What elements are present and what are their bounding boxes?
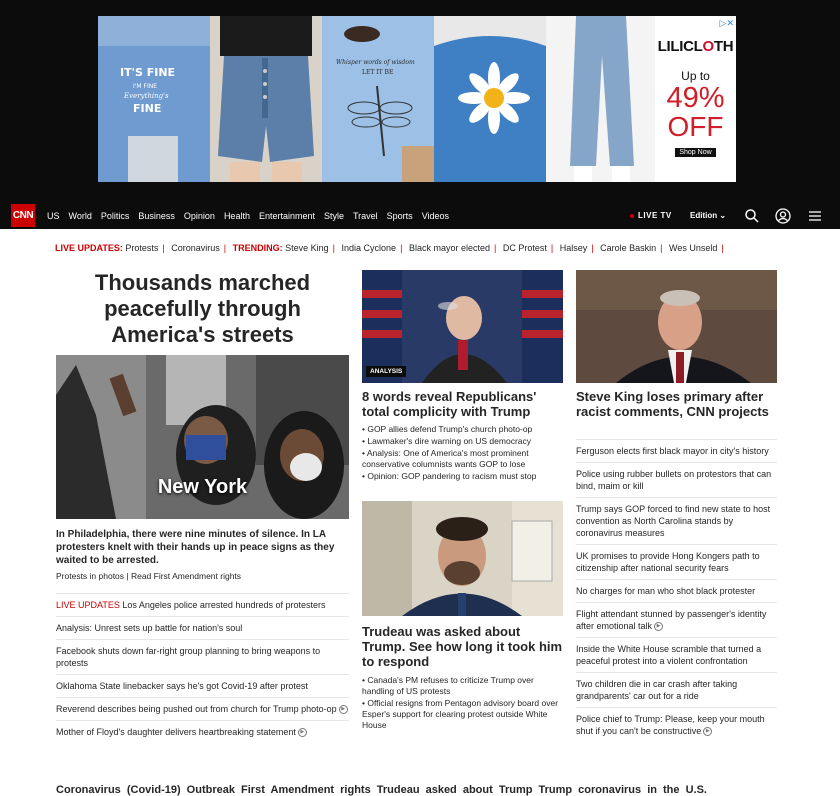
story-headline-steve-king[interactable]: Steve King loses primary after racist comments, CNN projects (576, 389, 769, 419)
bullet-link[interactable]: • Canada's PM refuses to criticize Trump over handling of US protests (362, 675, 534, 696)
nav-link-sports[interactable]: Sports (386, 210, 413, 221)
list-item[interactable]: Reverend describes being pushed out from church for Trump photo-op ▶ (56, 697, 349, 720)
list-item[interactable]: LIVE UPDATES Los Angeles police arrested hundreds of protesters (56, 593, 349, 616)
list-item[interactable]: Ferguson elects first black mayor in city's history (576, 439, 777, 462)
trudeau-image[interactable] (362, 501, 563, 616)
trend-link-black-mayor[interactable]: Black mayor elected (408, 243, 490, 253)
ad-off-text: OFF (667, 111, 724, 142)
ad-image-shorts[interactable] (210, 16, 322, 182)
trend-link-wes-unseld[interactable]: Wes Unseld (668, 243, 718, 253)
top-story-sublinks[interactable]: Protests in photos | Read First Amendment rights (56, 571, 242, 581)
ad-upto-text: Up to (681, 69, 710, 83)
nav-link-us[interactable]: US (47, 210, 60, 221)
nav-link-videos[interactable]: Videos (421, 210, 450, 221)
ad-banner[interactable] (98, 16, 736, 182)
list-item[interactable]: Oklahoma State linebacker says he's got Covid-19 after protest (56, 674, 349, 697)
video-play-icon: ▶ (703, 727, 712, 736)
trend-link-carole-baskin[interactable]: Carole Baskin (600, 243, 657, 253)
nav-link-opinion[interactable]: Opinion (183, 210, 215, 221)
trudeau-bullets (362, 675, 563, 732)
bullet-link[interactable]: • Official resigns from Pentagon advisory board over Esper's support for clearing protest outside White House (362, 698, 559, 730)
svg-text:FINE: FINE (133, 102, 162, 115)
edition-dropdown[interactable]: Edition ⌄ (690, 211, 727, 220)
list-item[interactable]: Mother of Floyd's daughter delivers heartbreaking statement ▶ (56, 720, 349, 743)
trend-link-protests[interactable]: Protests (125, 243, 159, 253)
trend-link-dc-protest[interactable]: DC Protest (502, 243, 547, 253)
svg-text:Everything's: Everything's (124, 92, 169, 100)
top-story-lede[interactable]: In Philadelphia, there were nine minutes of silence. In LA protesters knelt with their hands up in peace signs as they waited to be arrested. (56, 529, 335, 566)
analysis-tag: ANALYSIS (366, 366, 406, 377)
republicans-bullets (362, 424, 563, 483)
col3-story-list (576, 439, 777, 742)
list-item[interactable]: Facebook shuts down far-right group planning to bring weapons to protests (56, 639, 349, 674)
search-icon[interactable] (744, 208, 760, 224)
bullet-link[interactable]: • Lawmaker's dire warning on US democracy (362, 436, 531, 446)
bullet-link[interactable]: • Opinion: GOP pandering to racism must stop (362, 471, 537, 481)
main-nav (0, 202, 840, 229)
ad-image-daisy-sweater[interactable] (434, 16, 546, 182)
next-section-headlines[interactable]: Coronavirus (Covid-19) Outbreak First Amendment rights Trudeau asked about Trump Trump coronavirus in the U.S. (56, 784, 707, 796)
video-play-icon: ▶ (339, 705, 348, 714)
trend-link-halsey[interactable]: Halsey (559, 243, 588, 253)
live-dot-icon (630, 214, 634, 218)
nav-link-business[interactable]: Business (138, 210, 175, 221)
trend-link-coronavirus[interactable]: Coronavirus (171, 243, 220, 253)
nav-link-entertainment[interactable]: Entertainment (258, 210, 315, 221)
trend-link-india-cyclone[interactable]: India Cyclone (341, 243, 397, 253)
nav-link-travel[interactable]: Travel (353, 210, 378, 221)
video-play-icon: ▶ (654, 622, 663, 631)
nav-link-politics[interactable]: Politics (100, 210, 130, 221)
ad-image-tshirt[interactable] (98, 16, 210, 182)
list-item[interactable]: Trump says GOP forced to find new state to host convention as North Carolina stands by coronavirus measures (576, 497, 777, 544)
story-headline-trudeau[interactable]: Trudeau was asked about Trump. See how long it took him to respond (362, 624, 563, 669)
story-headline-republicans[interactable]: 8 words reveal Republicans' total complicity with Trump (362, 389, 537, 419)
list-item[interactable]: No charges for man who shot black protester (576, 579, 777, 602)
ad-brand-logo: LILICLOTH (657, 38, 734, 55)
hero-location-caption: New York (157, 476, 248, 498)
list-item[interactable]: Flight attendant stunned by passenger's identity after emotional talk ▶ (576, 602, 777, 637)
ad-image-jeans[interactable] (546, 16, 655, 182)
list-item[interactable]: Analysis: Unrest sets up battle for nation's soul (56, 616, 349, 639)
trending-label: TRENDING: (232, 243, 283, 253)
nav-links (47, 202, 458, 229)
mcconnell-image[interactable] (362, 270, 563, 383)
account-icon[interactable] (775, 208, 791, 224)
nav-link-style[interactable]: Style (323, 210, 344, 221)
list-item[interactable]: Inside the White House scramble that turned a peaceful protest into a violent confrontation (576, 637, 777, 672)
steve-king-image[interactable] (576, 270, 777, 383)
nav-link-world[interactable]: World (68, 210, 92, 221)
svg-text:LET IT BE: LET IT BE (362, 69, 394, 76)
top-story-image[interactable] (56, 355, 349, 519)
trend-link-steve-king[interactable]: Steve King (285, 243, 329, 253)
ad-discount-percent: 49% (666, 82, 725, 114)
top-story-headline[interactable]: Thousands marched peacefully through America's streets (94, 270, 311, 347)
ad-banner-band (0, 0, 840, 202)
list-item[interactable]: Police chief to Trump: Please, keep your mouth shut if you can't be constructive ▶ (576, 707, 777, 742)
ad-choices-close-icon[interactable]: ▷✕ (719, 18, 734, 28)
cnn-logo[interactable]: CNN (11, 204, 35, 227)
list-item[interactable]: UK promises to provide Hong Kongers path to citizenship after national security fears (576, 544, 777, 579)
trending-bar: LIVE UPDATES: Protests | Coronavirus | TRENDING: Steve King | India Cyclone | Black mayor elected | DC Protest | Halsey | Carole Baskin | Wes Unseld | (55, 243, 724, 253)
svg-text:I'M FINE: I'M FINE (133, 83, 158, 90)
nav-link-health[interactable]: Health (223, 210, 250, 221)
svg-text:IT'S FINE: IT'S FINE (120, 66, 176, 79)
bullet-link[interactable]: • GOP allies defend Trump's church photo-op (362, 424, 533, 434)
ad-brand-panel[interactable] (655, 16, 736, 182)
live-updates-label: LIVE UPDATES: (55, 243, 123, 253)
ad-image-dragonfly-shirt[interactable] (322, 16, 434, 182)
svg-text:Whisper words of wisdom: Whisper words of wisdom (336, 59, 415, 66)
col1-story-list (56, 593, 349, 743)
menu-icon[interactable] (807, 208, 823, 224)
video-play-icon: ▶ (298, 728, 307, 737)
list-item[interactable]: Two children die in car crash after taking grandparents' car out for a ride (576, 672, 777, 707)
ad-shop-now-button[interactable]: Shop Now (675, 148, 715, 157)
bullet-link[interactable]: • Analysis: One of America's most prominent conservative columnists wants GOP to lose (362, 448, 529, 469)
list-item[interactable]: Police using rubber bullets on protestors that can bind, maim or kill (576, 462, 777, 497)
live-tv-link[interactable]: LIVE TV (630, 202, 672, 229)
